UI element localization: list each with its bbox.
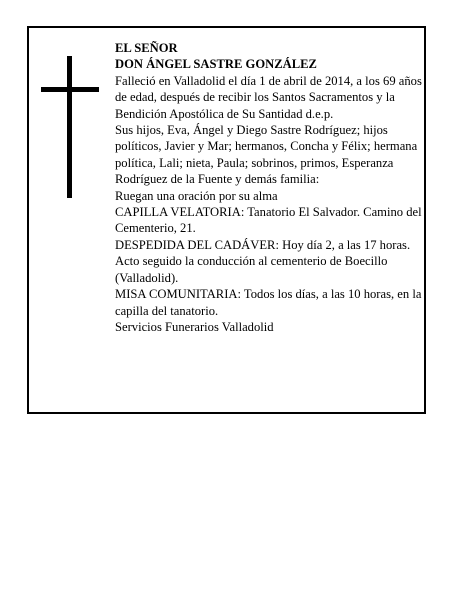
notice-title-line1: EL SEÑOR bbox=[115, 41, 178, 55]
cross-vertical-bar bbox=[67, 56, 72, 198]
cross-icon bbox=[41, 56, 99, 198]
mass-info: MISA COMUNITARIA: Todos los días, a las 10 horas, en la capilla del tanatorio. bbox=[115, 287, 422, 318]
notice-title-line2: DON ÁNGEL SASTRE GONZÁLEZ bbox=[115, 57, 317, 72]
cross-horizontal-bar bbox=[41, 87, 99, 92]
funeral-services: Servicios Funerarios Valladolid bbox=[115, 319, 274, 334]
chapel-info: CAPILLA VELATORIA: Tanatorio El Salvador. Camino del Cementerio, 21. bbox=[115, 205, 422, 236]
death-info: Falleció en Valladolid el día 1 de abril de 2014, a los 69 años de edad, después de recibir los Santos Sacramentos y la Bendición Apostólica de Su Santidad d.e.p. bbox=[115, 73, 422, 121]
prayer-request: Ruegan una oración por su alma bbox=[115, 188, 278, 203]
notice-body bbox=[115, 40, 423, 335]
obituary-notice bbox=[27, 26, 426, 414]
family-list: Sus hijos, Eva, Ángel y Diego Sastre Rodríguez; hijos políticos, Javier y Mar; hermanos, Concha y Félix; hermana política, Lali; nieta, Paula; sobrinos, primos, Esperanza Rodríguez de la Fuente y demás familia: bbox=[115, 123, 418, 187]
farewell-info: DESPEDIDA DEL CADÁVER: Hoy día 2, a las 17 horas. Acto seguido la conducción al cementerio de Boecillo (Valladolid). bbox=[115, 237, 411, 285]
